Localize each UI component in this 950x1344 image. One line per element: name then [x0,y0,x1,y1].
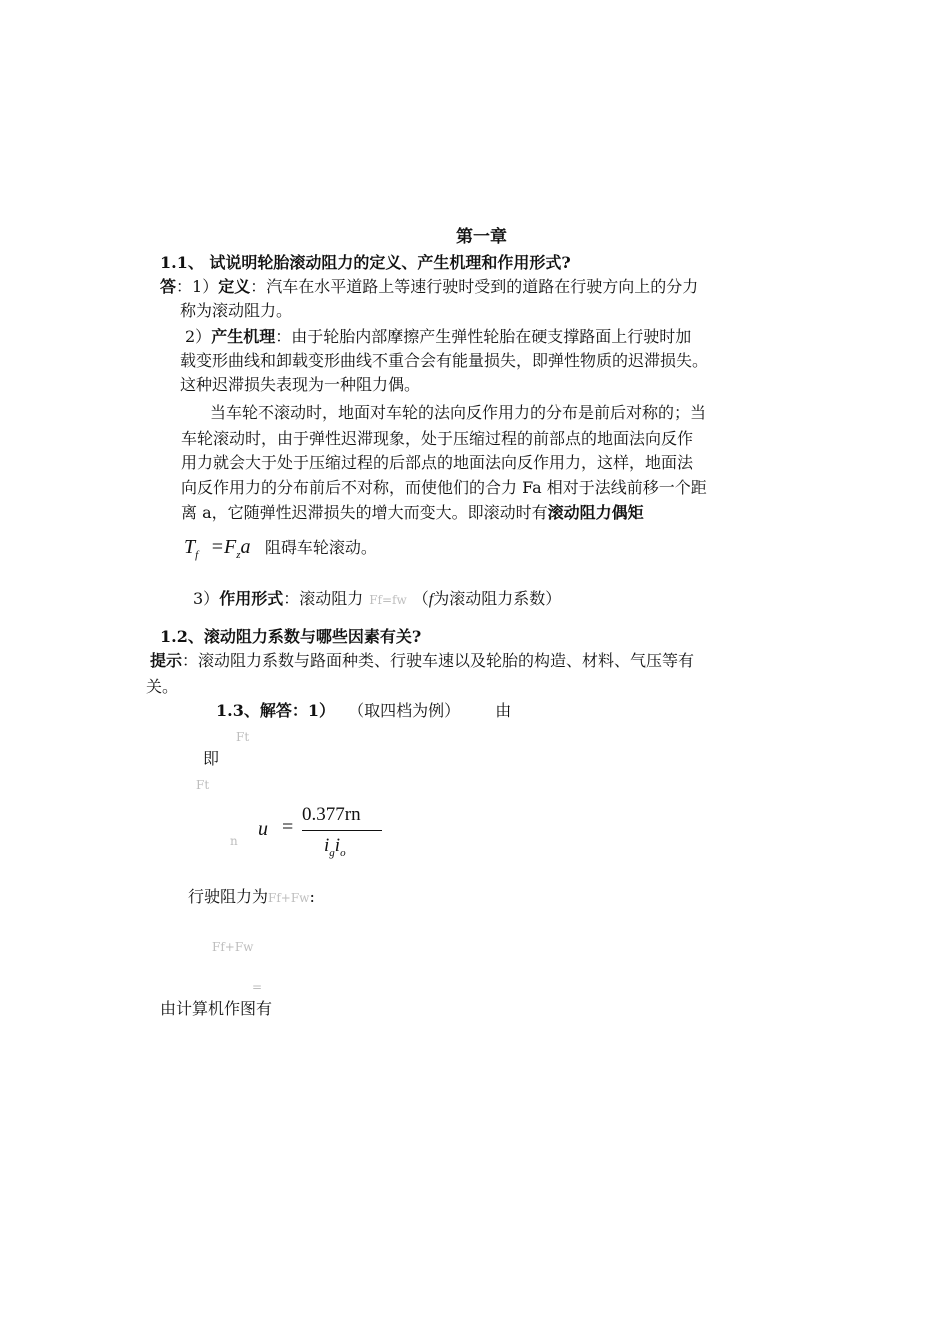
form-text-a: ：滚动阻力 [283,589,364,608]
question-1-title: 1.1、 试说明轮胎滚动阻力的定义、产生机理和作用形式? [160,253,571,272]
paragraph-line-3: 用力就会大于处于压缩过程的后部点的地面法向反作用力，这样，地面法 [181,453,694,472]
form-prefix: 3） [193,589,220,608]
form-text-c: 为滚动阻力系数） [433,589,562,608]
paragraph-5-text: 离 a，它随弹性迟滞损失的增大而变大。即滚动时有 [181,503,548,522]
resistance-faint: Ff+Fw [268,891,310,905]
den-i1: i [324,835,330,856]
den-i2: i [334,835,341,856]
formula-tail: 阻碍车轮滚动。 [264,538,377,557]
hint-label: 提示 [150,651,183,670]
formula-T: T [184,536,196,558]
definition-text: ：汽车在水平道路上等速行驶时受到的道路在行驶方向上的分力 [250,277,699,296]
form-line [193,588,561,611]
den-o: o [340,847,346,859]
formula-equals: = [282,816,294,838]
hint-line-2: 关。 [146,677,179,696]
definition-text-2: 称为滚动阻力。 [180,301,293,320]
mechanism-label: 产生机理 [211,327,276,346]
mechanism-prefix: 2） [185,327,212,346]
faint-formula-5: = [252,980,263,994]
formula-a: a [240,536,251,558]
answer-label: 答 [160,277,177,296]
answer-definition-line [160,276,698,298]
formula-sub-f: f [195,549,199,561]
form-text-b: （ [412,589,429,608]
chapter-title: 第一章 [456,227,507,247]
faint-formula-4: Ff+Fw [212,940,254,954]
q3-text: （取四档为例） [348,701,461,720]
rolling-moment-label: 滚动阻力偶矩 [547,503,644,522]
ji-label: 即 [203,749,220,768]
form-f: f [428,591,434,608]
q3-you: 由 [495,701,512,720]
resistance-text: 行驶阻力为 [188,887,269,906]
speed-formula [258,804,398,864]
faint-formula-3: n [230,834,238,848]
resistance-colon: : [309,887,315,906]
hint-text-1: ：滚动阻力系数与路面种类、行驶车速以及轮胎的构造、材料、气压等有 [182,651,695,670]
paragraph-line-5 [181,502,644,524]
question-2-title: 1.2、滚动阻力系数与哪些因素有关? [160,627,422,646]
formula-denominator [324,834,346,857]
formula-numerator: 0.377rn [302,804,361,825]
form-faint-formula: Ff=fw [369,593,407,607]
rolling-moment-formula [184,535,377,561]
mechanism-text-1: ：由于轮胎内部摩擦产生弹性轮胎在硬支撑路面上行驶时加 [275,327,692,346]
faint-formula-1: Ft [236,730,250,744]
paragraph-line-2: 车轮滚动时，由于弹性迟滞现象，处于压缩过程的前部点的地面法向反作 [181,429,694,448]
answer-colon: ：1） [176,277,219,296]
formula-u: u [258,818,268,840]
formula-eq-F: =F [210,536,237,558]
mechanism-line-1 [185,326,691,348]
paragraph-line-1: 当车轮不滚动时，地面对车轮的法向反作用力的分布是前后对称的；当 [210,403,707,422]
form-label: 作用形式 [219,589,284,608]
den-g: g [329,847,335,859]
mechanism-line-3: 这种迟滞损失表现为一种阻力偶。 [180,375,421,394]
paragraph-line-4: 向反作用力的分布前后不对称，而使他们的合力 Fa 相对于法线前移一个距 [181,478,707,497]
hint-line-1 [150,650,694,672]
q3-label: 解答：1） [259,701,335,720]
faint-formula-2: Ft [196,778,210,792]
question-3-title [216,700,511,722]
q3-number: 1.3、 [216,701,260,720]
formula-sub-z: z [236,549,241,561]
definition-label: 定义 [218,277,251,296]
fraction-bar [302,830,382,831]
resistance-line [188,886,315,909]
compute-line: 由计算机作图有 [160,999,273,1018]
mechanism-line-2: 载变形曲线和卸载变形曲线不重合会有能量损失，即弹性物质的迟滞损失。 [180,351,709,370]
